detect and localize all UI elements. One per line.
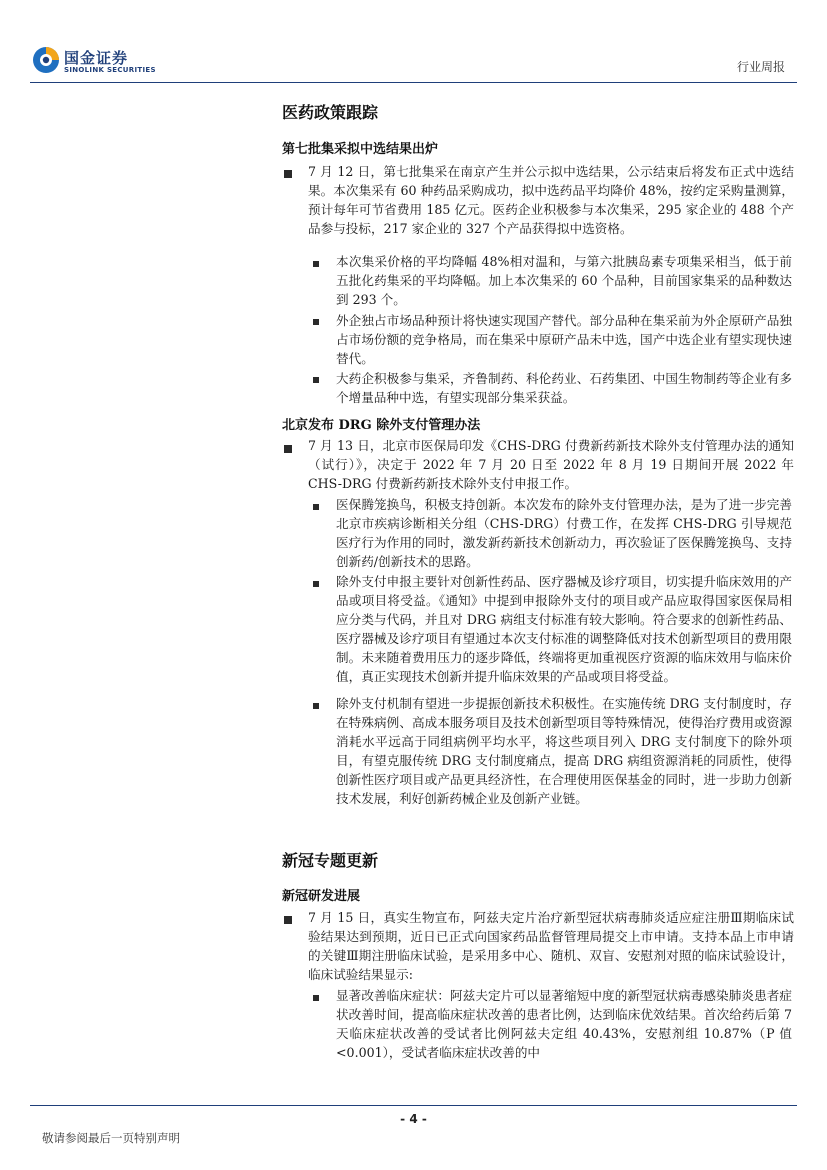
subsection-title-drg: 北京发布 DRG 除外支付管理办法 — [282, 418, 481, 433]
report-type-label: 行业周报 — [736, 60, 785, 74]
paragraph-covid-main: 7 月 15 日，真实生物宣布，阿兹夫定片治疗新型冠状病毒肺炎适应症注册Ⅲ期临床试验结果达到预期，近日已正式向国家药品监督管理局提交上市申请。支持本品上市申请的关键Ⅲ期注册临床试验，是采用多中心、随机、双盲、安慰剂对照的临床试验设计，临床试验结果显示: — [308, 910, 794, 983]
sub-bullet-icon — [313, 261, 319, 267]
paragraph-covid-point-1: 显著改善临床症状：阿兹夫定片可以显著缩短中度的新型冠状病毒感染肺炎患者症状改善时间，提高临床症状改善的患者比例，达到临床优效结果。首次给药后第 7 天临床症状改善的受试者比例阿兹夫定组 40.43%，安慰剂组 10.87%（P 值<0.001），受试者临床症状改善的中 — [336, 988, 792, 1061]
header-divider — [30, 82, 797, 83]
section-title-policy: 医药政策跟踪 — [282, 103, 379, 122]
logo-mark-icon — [32, 46, 60, 74]
paragraph-vbp-point-2: 外企独占市场品种预计将快速实现国产替代。部分品种在集采前为外企原研产品独占市场份额的竞争格局，而在集采中原研产品未中选，国产中选企业有望实现快速替代。 — [336, 313, 792, 367]
subsection-title-vbp: 第七批集采拟中选结果出炉 — [282, 142, 439, 157]
section-title-covid: 新冠专题更新 — [282, 851, 379, 870]
logo-chinese-name: 国金证券 — [64, 49, 129, 67]
paragraph-vbp-main: 7 月 12 日，第七批集采在南京产生并公示拟中选结果，公示结束后将发布正式中选结果。本次集采有 60 种药品采购成功，拟中选药品平均降价 48%，按约定采购量测算，预计每年可节省费用 185 亿元。医药企业积极参与本次集采，295 家企业的 488 个产品参与投标，217 家企业的 327 个产品获得拟中选资格。 — [308, 164, 794, 237]
paragraph-vbp-point-1: 本次集采价格的平均降幅 48%相对温和，与第六批胰岛素专项集采相当，低于前五批化药集采的平均降幅。加上本次集采的 60 个品种，目前国家集采的品种数达到 293 个。 — [336, 254, 792, 308]
sub-bullet-icon — [313, 581, 319, 587]
paragraph-drg-point-2: 除外支付申报主要针对创新性药品、医疗器械及诊疗项目，切实提升临床效用的产品或项目将受益。《通知》中提到申报除外支付的项目或产品应取得国家医保局相应分类与代码，并且对 DRG 病组支付标准有较大影响。符合要求的创新性药品、医疗器械及诊疗项目有望通过本次支付标准的调整降低对技术创新型项目的费用限制。未来随着费用压力的逐步降低，终端将更加重视医疗资源的临床效用与临床价值，真正实现技术创新并提升临床效果的产品或项目将受益。 — [336, 574, 792, 685]
paragraph-vbp-point-3: 大药企积极参与集采，齐鲁制药、科伦药业、石药集团、中国生物制药等企业有多个增量品种中选，有望实现部分集采获益。 — [336, 371, 792, 406]
bullet-icon — [284, 170, 292, 178]
logo-english-name: SINOLINK SECURITIES — [64, 66, 156, 74]
sub-bullet-icon — [313, 377, 319, 383]
sub-bullet-icon — [313, 703, 319, 709]
paragraph-drg-point-3: 除外支付机制有望进一步提振创新技术积极性。在实施传统 DRG 支付制度时，存在特殊病例、高成本服务项目及技术创新型项目等特殊情况，使得治疗费用或资源消耗水平远高于同组病例平均水平，将这些项目列入 DRG 支付制度下的除外项目，有望克服传统 DRG 支付制度痛点，提高 DRG 病组资源消耗的同质性，使得创新性医疗项目或产品更具经济性，在合理使用医保基金的同时，进一步助力创新技术发展，利好创新药械企业及创新产业链。 — [336, 696, 792, 807]
subsection-title-covid-rd: 新冠研发进展 — [282, 889, 361, 904]
footer-divider — [30, 1105, 797, 1106]
sub-bullet-icon — [313, 504, 319, 510]
bullet-icon — [284, 916, 292, 924]
disclaimer-note: 敬请参阅最后一页特别声明 — [42, 1131, 180, 1145]
paragraph-drg-point-1: 医保腾笼换鸟，积极支持创新。本次发布的除外支付管理办法，是为了进一步完善北京市疾病诊断相关分组（CHS-DRG）付费工作，在发挥 CHS-DRG 引导规范医疗行为作用的同时，激发新药新技术创新动力，再次验证了医保腾笼换鸟、支持创新药/创新技术的思路。 — [336, 497, 792, 570]
sub-bullet-icon — [313, 995, 319, 1001]
sub-bullet-icon — [313, 319, 319, 325]
bullet-icon — [284, 445, 292, 453]
paragraph-drg-main: 7 月 13 日，北京市医保局印发《CHS-DRG 付费新药新技术除外支付管理办法的通知（试行）》，决定于 2022 年 7 月 20 日至 2022 年 8 月 19 日期间开展 2022 年 CHS-DRG 付费新药新技术除外支付申报工作。 — [308, 438, 794, 492]
page-number: - 4 - — [400, 1112, 427, 1126]
page-header — [0, 0, 827, 90]
company-logo — [32, 46, 162, 80]
